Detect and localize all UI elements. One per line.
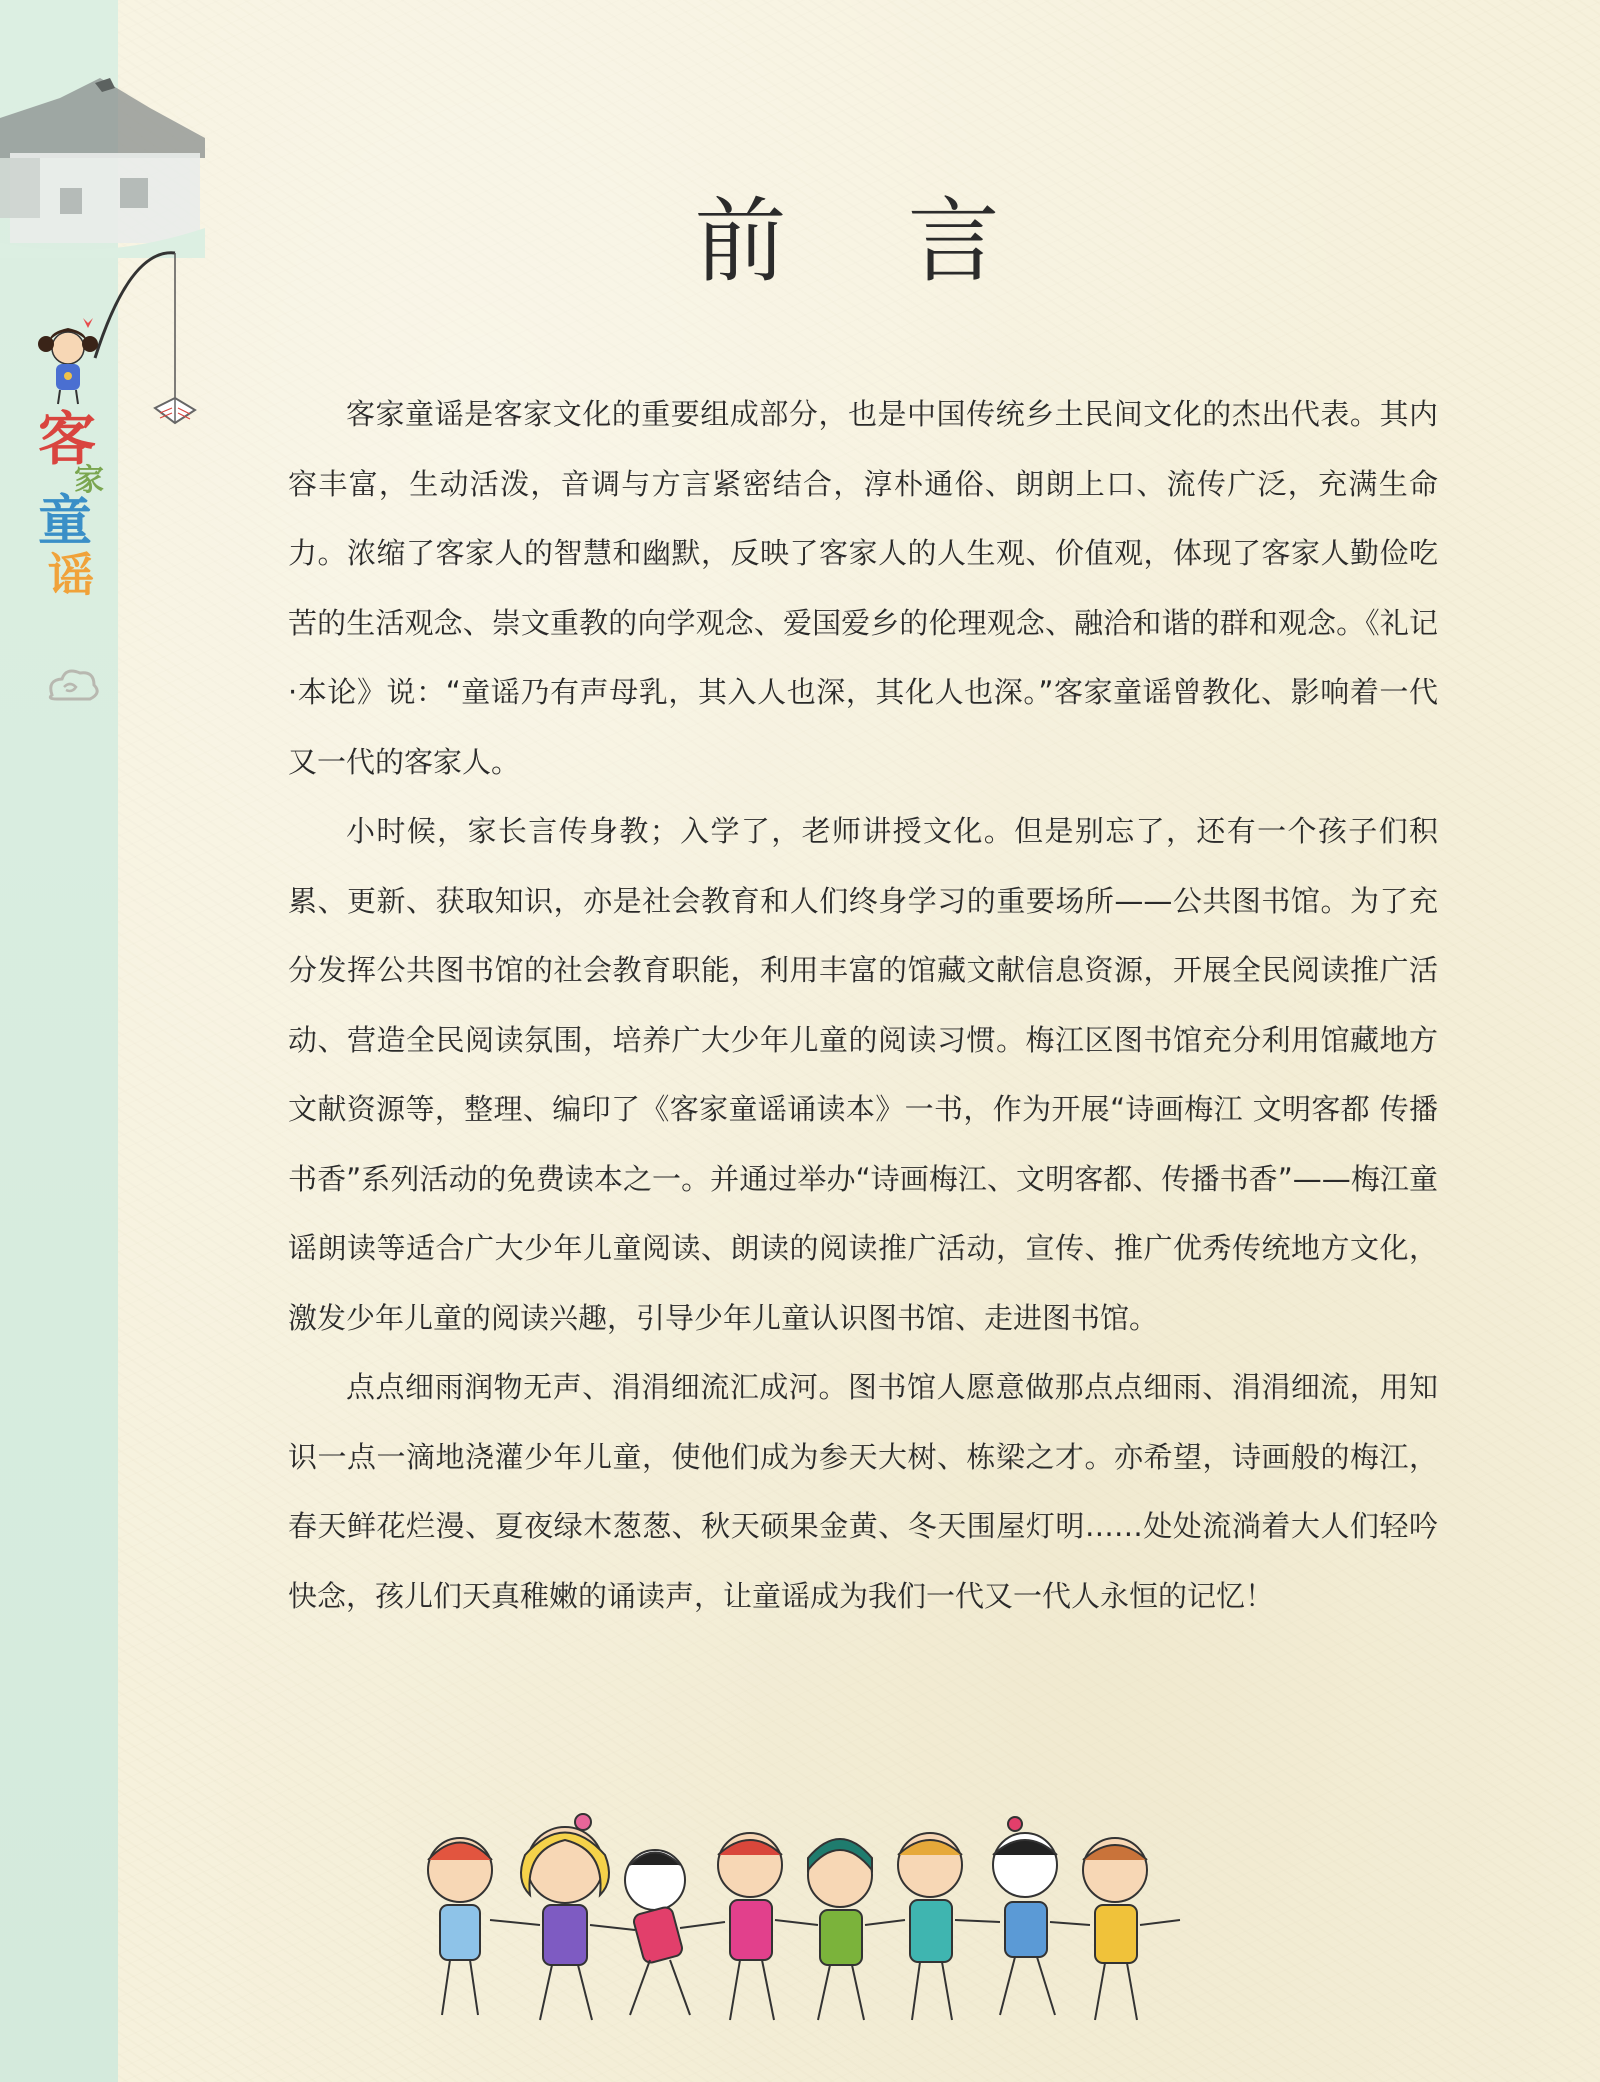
side-title — [38, 405, 128, 602]
paragraph: 点点细雨润物无声、涓涓细流汇成河。图书馆人愿意做那点点细雨、涓涓细流，用知识一点一滴地浇灌少年儿童，使他们成为参天大树、栋梁之才。亦希望，诗画般的梅江，春天鲜花烂漫、夏夜绿木葱葱、秋天硕果金黄、冬天围屋灯明……处处流淌着大人们轻吟快念，孩儿们天真稚嫩的诵读声，让童谣成为我们一代又一代人永恒的记忆！ — [288, 1370, 1438, 1613]
side-title-char: 家 — [74, 463, 104, 498]
page-title: 前 言 — [694, 188, 1046, 295]
girl-illustration — [28, 318, 108, 408]
side-title-char: 童 — [38, 489, 92, 552]
paragraph: 客家童谣是客家文化的重要组成部分，也是中国传统乡土民间文化的杰出代表。其内容丰富，生动活泼，音调与方言紧密结合，淳朴通俗、朗朗上口、流传广泛，充满生命力。浓缩了客家人的智慧和幽默，反映了客家人的人生观、价值观，体现了客家人勤俭吃苦的生活观念、崇文重教的向学观念、爱国爱乡的伦理观念、融洽和谐的群和观念。《礼记·本论》说：“童谣乃有声母乳，其入人也深，其化人也深。”客家童谣曾教化、影响着一代又一代的客家人。 — [288, 397, 1438, 779]
children-holding-hands-illustration — [400, 1810, 1320, 2040]
side-title-char: 客 — [38, 405, 97, 473]
paragraph: 小时候，家长言传身教；入学了，老师讲授文化。但是别忘了，还有一个孩子们积累、更新、获取知识，亦是社会教育和人们终身学习的重要场所——公共图书馆。为了充分发挥公共图书馆的社会教育职能，利用丰富的馆藏文献信息资源，开展全民阅读推广活动、营造全民阅读氛围，培养广大少年儿童的阅读习惯。梅江区图书馆充分利用馆藏地方文献资源等，整理、编印了《客家童谣诵读本》一书，作为开展“诗画梅江 文明客都 传播书香”系列活动的免费读本之一。并通过举办“诗画梅江、文明客都、传播书香”——梅江童谣朗读等适合广大少年儿童阅读、朗读的阅读推广活动，宣传、推广优秀传统地方文化，激发少年儿童的阅读兴趣，引导少年儿童认识图书馆、走进图书馆。 — [288, 814, 1438, 1335]
side-title-char: 谣 — [48, 548, 94, 602]
preface-body — [288, 380, 1438, 1631]
auspicious-cloud-icon — [42, 665, 102, 710]
